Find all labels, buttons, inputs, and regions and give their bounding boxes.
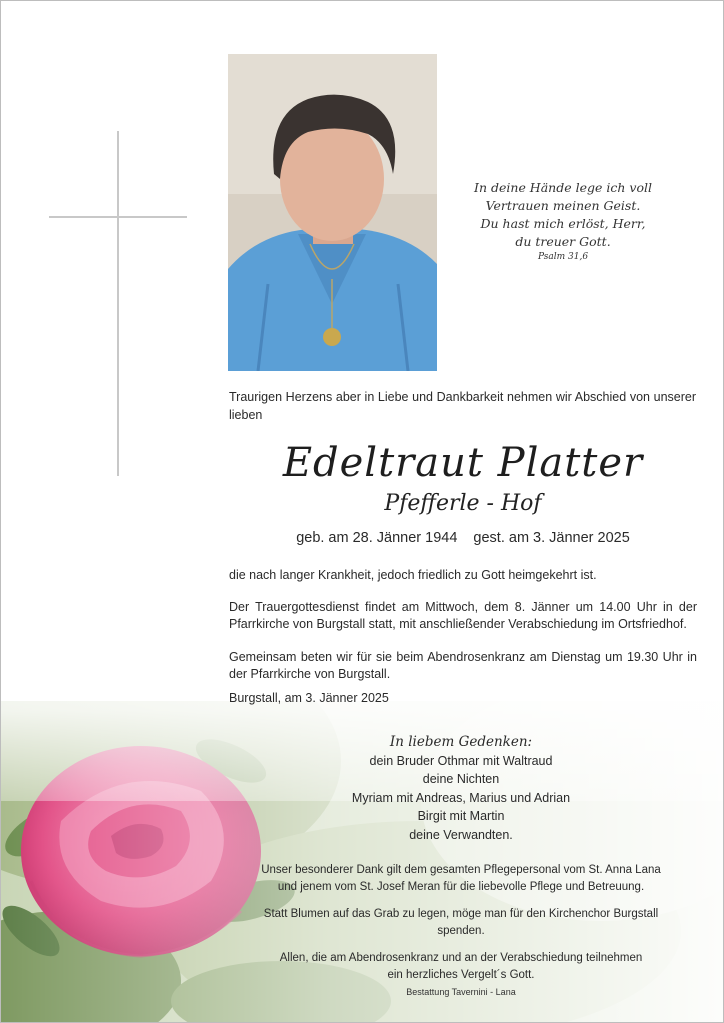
deceased-name: Edeltraut Platter (282, 440, 644, 486)
farewell-thanks (241, 950, 681, 984)
mourner-line: Birgit mit Martin (417, 809, 505, 823)
cross-vertical-beam (117, 131, 119, 476)
life-dates (229, 528, 697, 548)
portrait-photo (228, 54, 437, 371)
psalm-line: Du hast mich erlöst, Herr, (480, 216, 646, 231)
psalm-line: Vertrauen meinen Geist. (485, 198, 641, 213)
thanks-section (241, 862, 681, 994)
care-thanks-line: und jenem vom St. Josef Meran für die liebevolle Pflege und Betreuung. (277, 881, 645, 893)
cross-horizontal-beam (49, 216, 187, 218)
mourner-line: deine Nichten (422, 772, 500, 786)
farewell-line: ein herzliches Vergelt´s Gott. (387, 969, 535, 981)
memory-heading: In liebem Gedenken: (389, 734, 533, 750)
mourner-line: Myriam mit Andreas, Marius und Adrian (351, 790, 571, 805)
funeral-text: Der Trauergottesdienst findet am Mittwoch, dem 8. Jänner um 14.00 Uhr in der Pfarrkirche von Burgstall statt, mit anschließender Verabschiedung im Ortsfriedhof. (229, 600, 697, 631)
farewell-line: Allen, die am Abendrosenkranz und an der Verabschiedung teilnehmen (279, 952, 643, 964)
intro-text: Traurigen Herzens aber in Liebe und Dankbarkeit nehmen wir Abschied von unserer lieben (229, 390, 696, 422)
mourners-list (251, 733, 671, 844)
psalm-reference: Psalm 31,6 (537, 252, 589, 262)
care-thanks-line: Unser besonderer Dank gilt dem gesamten Pflegepersonal vom St. Anna Lana (261, 864, 661, 876)
psalm-line: du treuer Gott. (515, 234, 611, 249)
flowers-note: Statt Blumen auf das Grab zu legen, möge man für den Kirchenchor Burgstall spenden. (263, 908, 659, 937)
farm-name: Pfefferle - Hof (384, 491, 542, 516)
mourner-line: deine Verwandten. (409, 827, 513, 842)
death-date: gest. am 3. Jänner 2025 (473, 530, 630, 546)
psalm-line: In deine Hände lege ich voll (474, 180, 652, 195)
psalm-quote (453, 179, 673, 263)
care-thanks (241, 862, 681, 896)
rosary-text: Gemeinsam beten wir für sie beim Abendrosenkranz am Dienstag um 19.30 Uhr in der Pfarrkirche von Burgstall. (229, 650, 697, 681)
birth-date: geb. am 28. Jänner 1944 (296, 530, 458, 546)
funeral-home: Bestattung Tavernini - Lana (406, 987, 516, 997)
mourner-line: dein Bruder Othmar mit Waltraud (369, 753, 553, 768)
passing-text: die nach langer Krankheit, jedoch friedlich zu Gott heimgekehrt ist. (229, 568, 597, 582)
place-date: Burgstall, am 3. Jänner 2025 (229, 691, 389, 705)
